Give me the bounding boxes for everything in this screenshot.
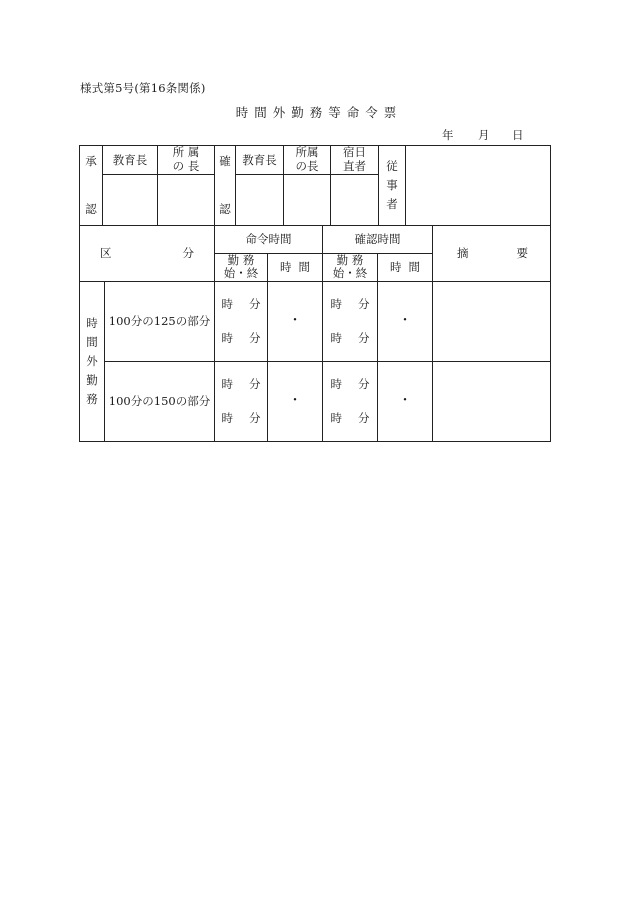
kakunin-kinmu-line-1: 勤 務	[336, 252, 364, 267]
jujisha-char-2: 事	[386, 177, 398, 192]
jujisha-char-1: 従	[386, 159, 398, 174]
ji-label: 時	[330, 331, 342, 346]
side-char-3: 外	[86, 353, 98, 368]
jikangai-kinmu-label	[80, 282, 105, 442]
row-125-kakunin-duration[interactable]	[378, 282, 433, 362]
shonin-char-2: 認	[85, 202, 97, 217]
jujisha-name-field[interactable]	[406, 146, 551, 226]
meirei-jikan-label: 命令時間	[245, 231, 292, 246]
kubun-char-2: 分	[182, 245, 194, 260]
fun-label: 分	[358, 296, 370, 311]
date-month: 月	[478, 128, 490, 142]
shonin-char-1: 承	[85, 153, 97, 168]
jujisha-char-3: 者	[386, 196, 398, 211]
shozoku-cho2-header	[284, 146, 331, 175]
kakunin-kinmu-line-2: 始・終	[332, 266, 368, 281]
meirei-kinmu-header	[215, 253, 268, 282]
kyoikucho2-label: 教育長	[242, 153, 277, 168]
kyoikucho-header	[103, 146, 158, 175]
fun-label: 分	[358, 411, 370, 426]
ji-label: 時	[221, 376, 233, 391]
fun-label: 分	[249, 296, 261, 311]
fun-label: 分	[358, 331, 370, 346]
side-char-5: 務	[86, 392, 98, 407]
kubun-header	[80, 226, 215, 282]
kubun-char-1: 区	[100, 245, 112, 260]
kyoikucho2-header	[236, 146, 284, 175]
form-id: 様式第5号(第16条関係)	[80, 81, 206, 95]
kyoikucho-stamp-box[interactable]	[103, 174, 158, 225]
fun-label: 分	[249, 411, 261, 426]
shozoku-cho2-line-2: の長	[295, 158, 319, 173]
row-150-meirei-time[interactable]	[215, 362, 268, 442]
jujisha-label	[379, 146, 406, 226]
shukuchoku-header	[331, 146, 379, 175]
tekiyo-header	[433, 226, 551, 282]
shozoku-cho-line-1: 所 属	[172, 145, 200, 159]
meirei-jikan-header	[215, 226, 323, 253]
row-150-label	[105, 362, 215, 442]
separator-dot: ・	[288, 313, 302, 329]
shonin-label	[80, 146, 103, 226]
shozoku-cho-header	[158, 146, 215, 175]
row-125-tekiyo-field[interactable]	[433, 282, 551, 362]
kakunin-jikan-char-2: 間	[408, 259, 420, 274]
date-day: 日	[512, 128, 524, 142]
separator-dot: ・	[398, 393, 412, 409]
ji-label: 時	[330, 376, 342, 391]
ji-label: 時	[221, 331, 233, 346]
row-150-meirei-duration[interactable]	[268, 362, 323, 442]
kakunin-char-1: 確	[219, 153, 231, 168]
kyoikucho-label: 教育長	[112, 153, 148, 168]
side-char-1: 時	[86, 315, 98, 330]
shozoku-cho2-stamp-box[interactable]	[284, 174, 331, 225]
page-title: 時間外勤務等命令票	[235, 105, 403, 120]
kakunin-char-2: 認	[219, 202, 231, 217]
row-125-meirei-duration[interactable]	[268, 282, 323, 362]
meirei-kinmu-line-1: 勤 務	[227, 252, 255, 267]
row-150-label-text: 100分の150の部分	[108, 393, 211, 408]
kakunin-jikan-header	[323, 226, 433, 253]
separator-dot: ・	[288, 393, 302, 409]
ji-label: 時	[330, 411, 342, 426]
kyoikucho2-stamp-box[interactable]	[236, 174, 284, 225]
shozoku-cho2-line-1: 所属	[295, 145, 319, 159]
row-125-label	[105, 282, 215, 362]
row-125-label-text: 100分の125の部分	[108, 313, 211, 328]
shozoku-cho-stamp-box[interactable]	[158, 174, 215, 225]
side-char-4: 勤	[86, 373, 98, 388]
meirei-jikan-char-1: 時	[280, 259, 292, 274]
ji-label: 時	[221, 296, 233, 311]
shukuchoku-line-2: 直者	[343, 158, 366, 173]
kakunin-jikan-sub-header	[378, 253, 433, 282]
shukuchoku-stamp-box[interactable]	[331, 174, 379, 225]
ji-label: 時	[221, 411, 233, 426]
date-year: 年	[442, 128, 454, 142]
shukuchoku-line-1: 宿日	[343, 145, 366, 159]
side-char-2: 間	[86, 334, 98, 349]
separator-dot: ・	[398, 313, 412, 329]
row-150-kakunin-duration[interactable]	[378, 362, 433, 442]
row-150-kakunin-time[interactable]	[323, 362, 378, 442]
tekiyo-char-2: 要	[516, 245, 528, 260]
kakunin-label	[215, 146, 236, 226]
kakunin-kinmu-header	[323, 253, 378, 282]
shozoku-cho-line-2: の 長	[172, 158, 200, 173]
fun-label: 分	[249, 331, 261, 346]
meirei-kinmu-line-2: 始・終	[223, 266, 259, 281]
row-125-kakunin-time[interactable]	[323, 282, 378, 362]
overtime-table	[79, 226, 551, 442]
approval-table	[79, 145, 551, 226]
row-150-tekiyo-field[interactable]	[433, 362, 551, 442]
ji-label: 時	[330, 296, 342, 311]
fun-label: 分	[249, 376, 261, 391]
kakunin-jikan-char-1: 時	[390, 259, 402, 274]
kakunin-jikan-label: 確認時間	[354, 231, 401, 246]
meirei-jikan-sub-header	[268, 253, 323, 282]
tekiyo-char-1: 摘	[457, 245, 469, 260]
meirei-jikan-char-2: 間	[298, 259, 310, 274]
fun-label: 分	[358, 376, 370, 391]
row-125-meirei-time[interactable]	[215, 282, 268, 362]
